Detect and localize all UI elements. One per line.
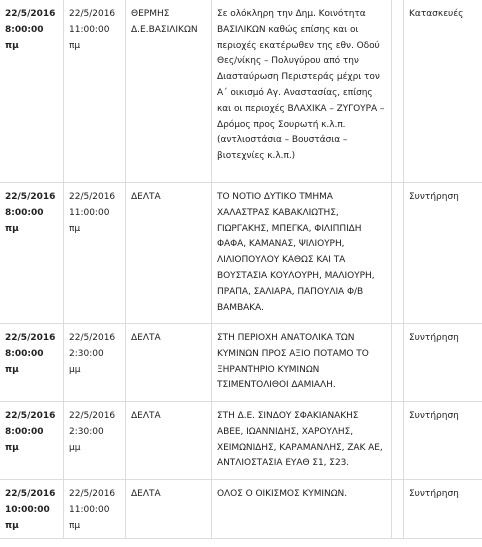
- work-type-cell: Συντήρηση: [404, 183, 482, 324]
- empty-cell: [392, 402, 404, 480]
- region-name: ΔΕΛΤΑ: [131, 411, 161, 421]
- table-row: [0, 183, 482, 324]
- end-time: 2:30:00: [69, 348, 104, 359]
- end-date: 22/5/2016: [69, 9, 116, 19]
- affected-area-cell: ΣΤΗ ΠΕΡΙΟΧΗ ΑΝΑΤΟΛΙΚΑ ΤΩΝ ΚΥΜΙΝΩΝ ΠΡΟΣ ΑΞΙΟ ΠΟΤΑΜΟ ΤΟ ΞΗΡΑΝΤΗΡΙΟ ΚΥΜΙΝΩΝ ΤΣΙΜΕΝΤΟΛΙΘΟΙ ΔΑΜΙΑΛΗ.: [212, 324, 392, 402]
- start-datetime-cell: [0, 402, 64, 480]
- end-datetime-cell: [64, 480, 126, 539]
- end-ampm: μμ: [69, 364, 81, 375]
- table-row: [0, 480, 482, 539]
- end-ampm: πμ: [69, 520, 81, 531]
- start-datetime-cell: [0, 480, 64, 539]
- work-type-cell: Συντήρηση: [404, 480, 482, 539]
- end-time: 11:00:00: [69, 207, 110, 218]
- end-ampm: πμ: [69, 223, 81, 234]
- region-cell: [126, 183, 212, 324]
- start-date: 22/5/2016: [5, 333, 56, 343]
- region-cell: [126, 0, 212, 183]
- start-ampm: πμ: [5, 442, 19, 453]
- end-datetime-cell: [64, 0, 126, 183]
- table-row: [0, 324, 482, 402]
- start-ampm: πμ: [5, 223, 19, 234]
- end-datetime-cell: [64, 183, 126, 324]
- start-time: 8:00:00: [5, 348, 44, 359]
- start-time: 10:00:00: [5, 504, 50, 515]
- affected-area-cell: ΟΛΟΣ Ο ΟΙΚΙΣΜΟΣ ΚΥΜΙΝΩΝ.: [212, 480, 392, 539]
- start-datetime-cell: [0, 183, 64, 324]
- empty-cell: [392, 480, 404, 539]
- start-date: 22/5/2016: [5, 489, 56, 499]
- start-time: 8:00:00: [5, 207, 44, 218]
- region-subunit: Δ.Ε.ΒΑΣΙΛΙΚΩΝ: [131, 24, 198, 35]
- end-ampm: πμ: [69, 40, 81, 51]
- work-type-cell: Συντήρηση: [404, 402, 482, 480]
- start-date: 22/5/2016: [5, 9, 56, 19]
- start-date: 22/5/2016: [5, 192, 56, 202]
- affected-area-cell: ΣΤΗ Δ.Ε. ΣΙΝΔΟΥ ΣΦΑΚΙΑΝΑΚΗΣ ΑΒΕΕ, ΙΩΑΝΝΙΔΗΣ, ΧΑΡΟΥΛΗΣ, ΧΕΙΜΩΝΙΔΗΣ, ΚΑΡΑΜΑΝΛΗΣ, ΖΑΚ ΑΕ, ΑΝΤΛΙΟΣΤΑΣΙΑ ΕΥΑΘ Σ1, Σ23.: [212, 402, 392, 480]
- table-row: [0, 0, 482, 183]
- start-ampm: πμ: [5, 40, 19, 51]
- start-date: 22/5/2016: [5, 411, 56, 421]
- end-date: 22/5/2016: [69, 192, 116, 202]
- region-name: ΘΕΡΜΗΣ: [131, 9, 170, 19]
- end-date: 22/5/2016: [69, 333, 116, 343]
- end-time: 2:30:00: [69, 426, 104, 437]
- empty-cell: [392, 0, 404, 183]
- start-ampm: πμ: [5, 364, 19, 375]
- empty-cell: [392, 183, 404, 324]
- start-time: 8:00:00: [5, 24, 44, 35]
- table-row: [0, 402, 482, 480]
- affected-area-cell: Σε ολόκληρη την Δημ. Κοινότητα ΒΑΣΙΛΙΚΩΝ καθώς επίσης και οι περιοχές εκατέρωθεν της εθν. Οδού Θες/νίκης – Πολυγύρου από την Διασταύρωση Περιστεράς μέχρι τον Α΄ οικισμό Αγ. Αναστασίας, επίσης και οι περιοχές ΒΛΑΧΙΚΑ – ΖΥΓΟΥΡΑ – Δρόμος προς Σουρωτή κ.λ.π. (αντλιοστάσια – Βουστάσια – βιοτεχνίες κ.λ.π.): [212, 0, 392, 183]
- region-name: ΔΕΛΤΑ: [131, 333, 161, 343]
- end-ampm: μμ: [69, 442, 81, 453]
- work-type-cell: Συντήρηση: [404, 324, 482, 402]
- end-time: 11:00:00: [69, 504, 110, 515]
- region-name: ΔΕΛΤΑ: [131, 192, 161, 202]
- end-date: 22/5/2016: [69, 489, 116, 499]
- work-type-cell: Κατασκευές: [404, 0, 482, 183]
- start-ampm: πμ: [5, 520, 19, 531]
- empty-cell: [392, 324, 404, 402]
- affected-area-cell: ΤΟ ΝΟΤΙΟ ΔΥΤΙΚΟ ΤΜΗΜΑ ΧΑΛΑΣΤΡΑΣ ΚΑΒΑΚΛΙΩΤΗΣ, ΓΙΩΡΓΑΚΗΣ, ΜΠΕΓΚΑ, ΦΙΛΙΠΠΙΔΗ ΦΑΦΑ, ΚΑΜΑΝΑΣ, ΨΙΛΙΟΥΡΗ, ΛΙΛΙΟΠΟΥΛΟΥ ΚΑΘΩΣ ΚΑΙ ΤΑ ΒΟΥΣΤΑΣΙΑ ΚΟΥΛΟΥΡΗ, ΜΑΛΙΟΥΡΗ, ΠΡΑΠΑ, ΣΑΛΙΑΡΑ, ΠΑΠΟΥΛΙΑ Φ/Β ΒΑΜΒΑΚΑ.: [212, 183, 392, 324]
- start-time: 8:00:00: [5, 426, 44, 437]
- region-cell: [126, 324, 212, 402]
- region-cell: [126, 480, 212, 539]
- end-datetime-cell: [64, 324, 126, 402]
- end-datetime-cell: [64, 402, 126, 480]
- start-datetime-cell: [0, 324, 64, 402]
- end-date: 22/5/2016: [69, 411, 116, 421]
- start-datetime-cell: [0, 0, 64, 183]
- region-cell: [126, 402, 212, 480]
- region-name: ΔΕΛΤΑ: [131, 489, 161, 499]
- end-time: 11:00:00: [69, 24, 110, 35]
